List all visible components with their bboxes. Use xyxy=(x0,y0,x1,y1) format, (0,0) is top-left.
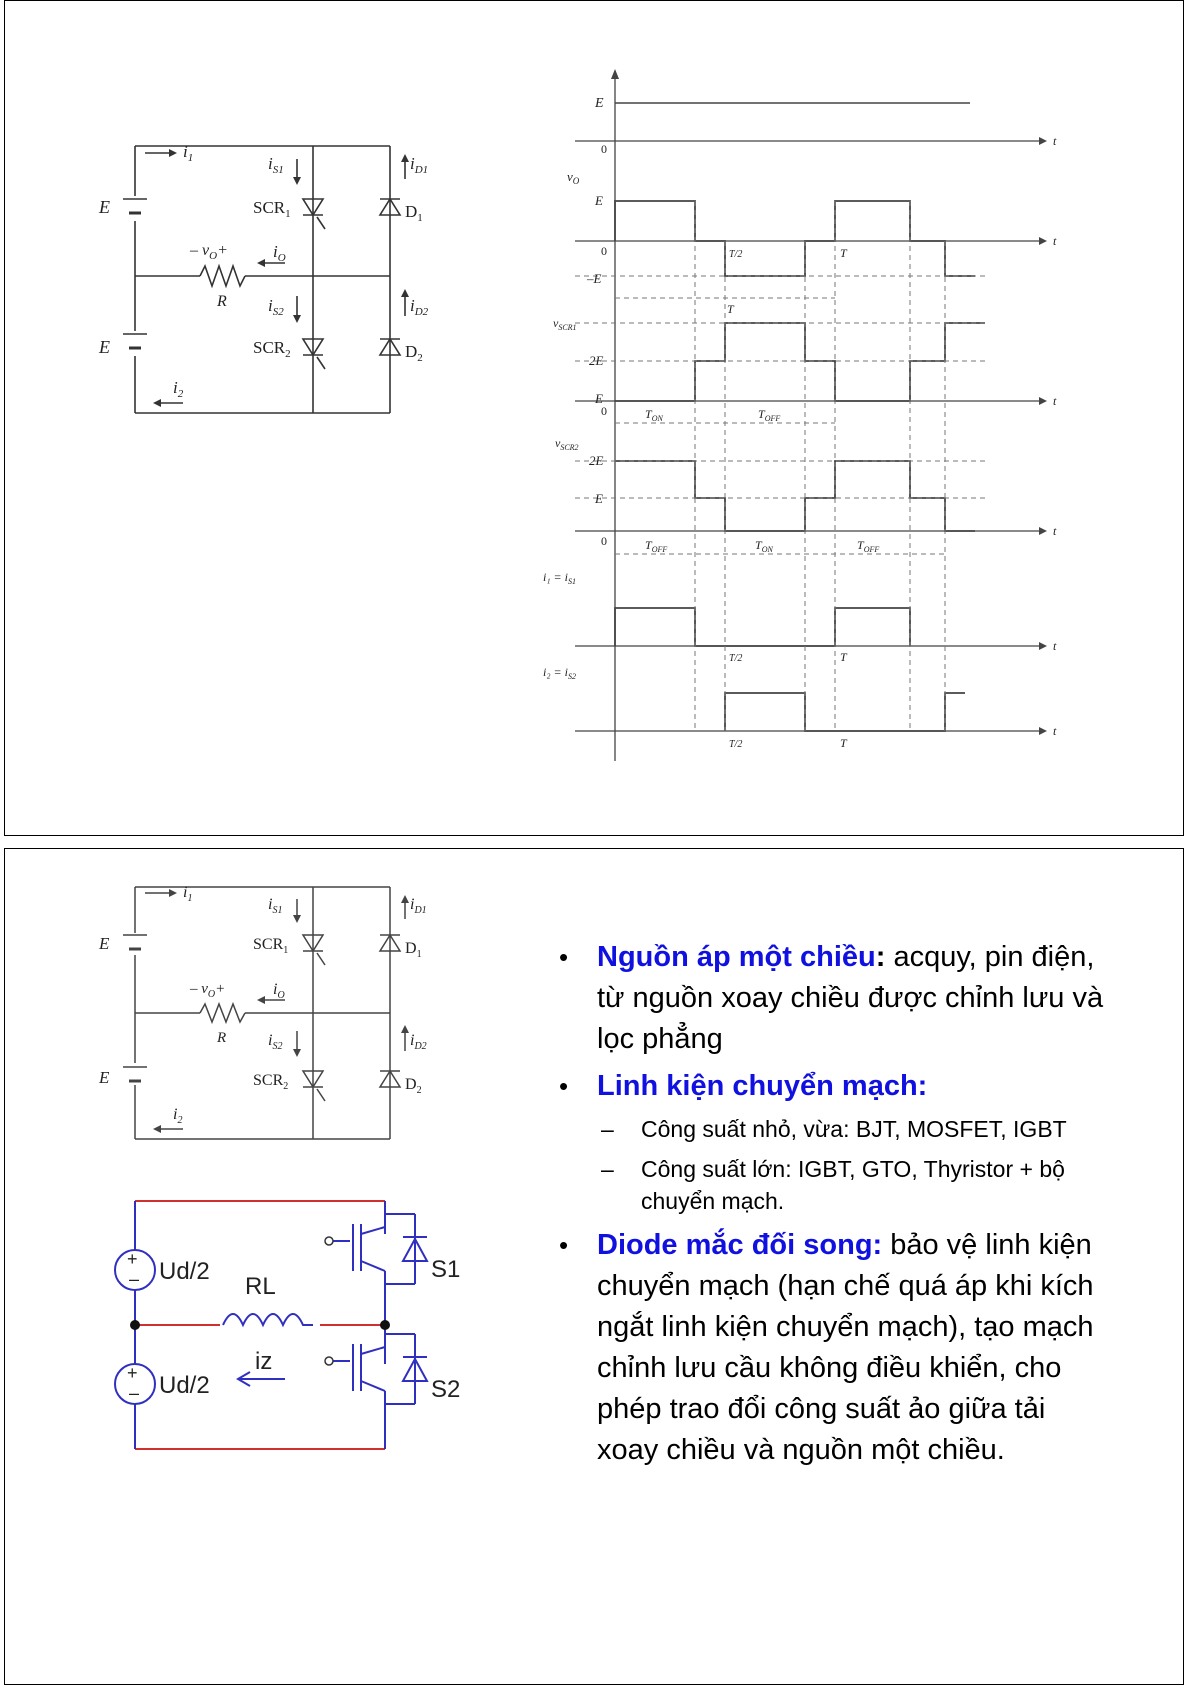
bullet-antiparallel-diode-text: bảo vệ linh kiện chuyển mạch (hạn chế quá áp khi kích ngắt linh kiện chuyển mạch), tạo mạch chỉnh lưu cầu không điều khiển, cho phép trao đổi công suất ảo giữa tải xoay chiều và nguồn một chiều. xyxy=(597,1229,1094,1466)
label-vo-sub: O xyxy=(209,250,218,262)
sub-bullet-low-power-text: Công suất nhỏ, vừa: BJT, MOSFET, IGBT xyxy=(641,1116,1067,1142)
bullet-dc-source-colon: : xyxy=(875,941,886,973)
label2-d2: D xyxy=(405,1076,417,1093)
label-ton-2: T xyxy=(755,538,762,552)
label-io-sub: O xyxy=(277,252,286,264)
label-zero-4: 0 xyxy=(601,534,607,548)
label-toff-2-sub: OFF xyxy=(651,545,668,554)
label-is2: i xyxy=(268,296,273,315)
svg-text:iD1 xyxy=(410,154,428,176)
sub-bullet-dash: – xyxy=(601,1156,614,1182)
half-bridge-circuit-diagram xyxy=(85,121,505,481)
svg-text:TOFF xyxy=(758,407,780,423)
svg-text:SCR2 xyxy=(253,338,291,360)
label-d2: D xyxy=(405,342,418,361)
label-toff-3-sub: OFF xyxy=(863,545,880,554)
label-minus-top: – xyxy=(129,1269,140,1289)
label2-scr1: SCR xyxy=(253,936,284,953)
label-is2-sub: S2 xyxy=(272,306,284,318)
label-id2-sub: D2 xyxy=(414,306,429,318)
svg-text:TOFF xyxy=(857,538,879,554)
label2-id2-sub: D2 xyxy=(414,1041,427,1052)
bullet-dc-source-title: Nguồn áp một chiều xyxy=(597,941,876,973)
sub-bullet-dash: – xyxy=(601,1116,614,1142)
label-i2-sub: 2 xyxy=(177,388,184,400)
bullet-dc-source xyxy=(553,937,1113,1060)
label-2e-1: 2E xyxy=(589,353,604,368)
label-i2: i xyxy=(173,378,178,397)
label-plus-bottom: + xyxy=(127,1363,138,1383)
svg-text:iS2 xyxy=(268,1032,282,1052)
label-e-scr1: E xyxy=(595,391,603,406)
label-e-bottom: E xyxy=(99,337,110,357)
igbt-half-bridge-diagram xyxy=(105,1179,525,1479)
label-s2: S2 xyxy=(431,1376,461,1403)
label2-id1: i xyxy=(410,896,415,913)
label2-io-sub: O xyxy=(277,990,285,1001)
svg-text:vSCR2 xyxy=(555,436,579,452)
label2-is2-sub: S2 xyxy=(272,1041,283,1052)
label-ud-top: Ud/2 xyxy=(159,1258,210,1285)
svg-text:i₁ = iS1 xyxy=(543,570,576,586)
label2-id1-sub: D1 xyxy=(414,905,427,916)
label-t-4: t xyxy=(1053,524,1057,538)
label-i2-eq: i₂ = i xyxy=(543,665,568,679)
half-bridge-circuit-diagram-2 xyxy=(85,867,505,1167)
label-toff-1-sub: OFF xyxy=(764,414,781,423)
label-rl: RL xyxy=(245,1273,276,1300)
label-i1-eq-sub: S1 xyxy=(567,577,576,586)
label-half-t-1: T/2 xyxy=(729,249,743,260)
label-zero-1: 0 xyxy=(601,142,607,156)
label2-d1-sub: 1 xyxy=(416,949,422,960)
sub-bullet-high-power xyxy=(597,1153,1113,1217)
svg-text:iD2 xyxy=(410,296,429,318)
label-toff-1: T xyxy=(758,407,765,421)
label-t-2: t xyxy=(1053,234,1057,248)
label-ton-1-sub: ON xyxy=(651,414,663,423)
timing-waveform-diagram xyxy=(515,61,1075,781)
svg-text:SCR1 xyxy=(253,936,288,956)
label-vscr1: v xyxy=(553,316,559,330)
label-half-t-2: T/2 xyxy=(729,653,743,664)
svg-text:SCR2 xyxy=(253,1072,288,1092)
label-vo: – v xyxy=(190,242,210,259)
label-ud-bottom: Ud/2 xyxy=(159,1372,210,1399)
label-id1-sub: D1 xyxy=(414,164,429,176)
label-e-level: E xyxy=(595,96,604,111)
label-t-6: t xyxy=(1053,724,1057,738)
label-plus-top: + xyxy=(127,1249,138,1269)
label-half-t-3: T/2 xyxy=(729,739,743,750)
bullet-switching-devices-title: Linh kiện chuyển mạch: xyxy=(597,1070,928,1102)
label-zero-2: 0 xyxy=(601,244,607,258)
label-e-vo: E xyxy=(595,193,603,208)
bullet-dot: • xyxy=(559,942,569,972)
label-i2-eq-sub: S2 xyxy=(567,672,576,681)
label-t-5: t xyxy=(1053,639,1057,653)
label2-i2-sub: 2 xyxy=(177,1115,183,1126)
svg-text:i₂ = iS2 xyxy=(543,665,576,681)
label-ton-2-sub: ON xyxy=(761,545,773,554)
label2-d1: D xyxy=(405,940,417,957)
label-minus-e: –E xyxy=(587,271,602,286)
bullet-dc-source-text: acquy, pin điện, từ nguồn xoay chiều được chỉnh lưu và lọc phẳng xyxy=(597,941,1104,1055)
label-vscr2: v xyxy=(555,436,561,450)
label2-i1: i xyxy=(183,884,188,901)
svg-text:TOFF xyxy=(645,538,667,554)
label-d1-sub: 1 xyxy=(417,212,423,224)
bullet-switching-devices xyxy=(553,1066,1113,1107)
svg-text:D2 xyxy=(405,342,423,364)
label-scr1-sub: 1 xyxy=(285,208,291,220)
label-i1-sub: 1 xyxy=(187,152,194,164)
slide-2 xyxy=(4,848,1184,1685)
label-scr2-sub: 2 xyxy=(285,348,291,360)
svg-text:D1 xyxy=(405,940,422,960)
label-vo-axis-sub: O xyxy=(572,176,580,186)
label2-io: i xyxy=(273,981,278,998)
label2-is2: i xyxy=(268,1032,273,1049)
label-vo-plus: + xyxy=(217,242,228,259)
label2-r: R xyxy=(217,1030,227,1046)
label2-e-bottom: E xyxy=(99,1068,110,1087)
label-vscr1-sub: SCR1 xyxy=(558,323,577,332)
label-iz: iz xyxy=(255,1348,273,1375)
svg-text:iO xyxy=(273,981,285,1001)
label2-d2-sub: 2 xyxy=(416,1085,422,1096)
label-period-2: T xyxy=(840,650,847,664)
label2-vo: – v xyxy=(190,981,208,997)
label-ton-1: T xyxy=(645,407,652,421)
bullet-antiparallel-diode-title: Diode mắc đối song: xyxy=(597,1229,883,1261)
label-t-3: t xyxy=(1053,394,1057,408)
label-period-1: T xyxy=(840,246,847,260)
label2-scr2-sub: 2 xyxy=(283,1081,289,1092)
label-2e-2: 2E xyxy=(589,453,604,468)
svg-text:vSCR1 xyxy=(553,316,577,332)
label-toff-3: T xyxy=(857,538,864,552)
label-zero-3: 0 xyxy=(601,404,607,418)
svg-text:vO xyxy=(567,169,580,186)
svg-text:iO xyxy=(273,242,286,264)
svg-text:SCR1 xyxy=(253,198,291,220)
label2-i2: i xyxy=(173,1106,178,1123)
label2-id2: i xyxy=(410,1032,415,1049)
svg-text:iD1 xyxy=(410,896,427,916)
label-i1: i xyxy=(183,142,188,161)
svg-text:iS1 xyxy=(268,154,284,176)
svg-text:i2 xyxy=(173,1106,182,1126)
label2-is1-sub: S1 xyxy=(272,905,283,916)
label2-i1-sub: 1 xyxy=(187,893,193,904)
label-e-top: E xyxy=(99,197,110,217)
label-io: i xyxy=(273,242,278,261)
label-d2-sub: 2 xyxy=(417,352,423,364)
svg-text:i2 xyxy=(173,378,184,400)
label-e-scr2: E xyxy=(595,491,603,506)
svg-text:D1 xyxy=(405,202,423,224)
label-vscr2-sub: SCR2 xyxy=(560,443,579,452)
label2-scr2: SCR xyxy=(253,1072,284,1089)
label-r: R xyxy=(217,293,227,310)
svg-text:TON xyxy=(645,407,663,423)
label-period-span: T xyxy=(727,302,734,316)
bullet-list xyxy=(553,937,1113,1477)
bullet-antiparallel-diode xyxy=(553,1225,1113,1471)
svg-text:– vO+ xyxy=(189,981,225,1000)
label-minus-bottom: – xyxy=(129,1383,140,1403)
label-is1: i xyxy=(268,154,273,173)
label-is1-sub: S1 xyxy=(272,164,284,176)
svg-text:– vO+ xyxy=(189,242,228,262)
label-id2: i xyxy=(410,296,415,315)
label-d1: D xyxy=(405,202,418,221)
label-vo-axis: v xyxy=(567,169,573,184)
label-id1: i xyxy=(410,154,415,173)
svg-text:iS2 xyxy=(268,296,284,318)
sub-bullet-low-power xyxy=(597,1113,1113,1145)
label2-e-top: E xyxy=(99,934,110,953)
label-period-3: T xyxy=(840,736,847,750)
label-scr2: SCR xyxy=(253,338,286,357)
label2-vo-sub: O xyxy=(207,989,216,1000)
label-s1: S1 xyxy=(431,1256,461,1283)
label2-is1: i xyxy=(268,896,273,913)
sub-bullet-high-power-text: Công suất lớn: IGBT, GTO, Thyristor + bộ chuyển mạch. xyxy=(641,1156,1065,1214)
label-toff-2: T xyxy=(645,538,652,552)
svg-text:D2 xyxy=(405,1076,422,1096)
svg-text:iD2 xyxy=(410,1032,427,1052)
label-i1-eq: i₁ = i xyxy=(543,570,568,584)
bullet-dot: • xyxy=(559,1071,569,1101)
svg-text:TON xyxy=(755,538,773,554)
label-t-1: t xyxy=(1053,134,1057,148)
svg-text:iS1 xyxy=(268,896,282,916)
label-scr1: SCR xyxy=(253,198,286,217)
bullet-dot: • xyxy=(559,1230,569,1260)
label2-scr1-sub: 1 xyxy=(283,945,289,956)
label2-vo-plus: + xyxy=(215,981,226,997)
slide-1 xyxy=(4,0,1184,836)
